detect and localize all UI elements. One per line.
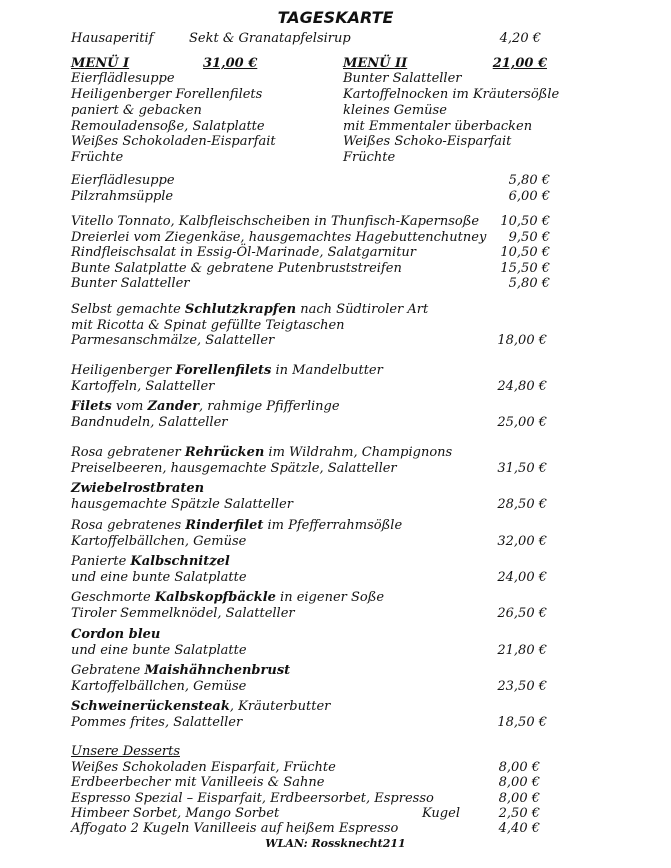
starter-item: Rindfleischsalat in Essig-Öl-Marinade, Salatgarnitur xyxy=(71,245,417,260)
menu-one-title: MENÜ I xyxy=(71,56,130,71)
dish-price: 31,50 € xyxy=(497,461,547,476)
dish-name: Rinderfilet xyxy=(185,518,264,533)
dessert-item: Weißes Schokoladen Eisparfait, Früchte xyxy=(71,760,336,775)
dessert-price: 8,00 € xyxy=(498,775,540,790)
menu-two-price: 21,00 € xyxy=(492,56,547,71)
soup-item: Eierflädlesuppe xyxy=(71,173,175,188)
dish-desc: Tiroler Semmelknödel, Salatteller xyxy=(71,606,295,621)
dish-name: Forellenfilets xyxy=(175,363,272,378)
dish-title: Schweinerückensteak, Kräuterbutter xyxy=(71,699,331,714)
dish-name: Kalbskopfbäckle xyxy=(154,590,276,605)
dish-price: 24,80 € xyxy=(497,379,547,394)
dish-desc: Bandnudeln, Salatteller xyxy=(71,415,228,430)
starter-price: 9,50 € xyxy=(508,230,550,245)
menu-one-line: Weißes Schokoladen-Eisparfait xyxy=(71,134,276,149)
menu-one-line: Heiligenberger Forellenfilets xyxy=(71,87,263,102)
dish-title: Panierte Kalbschnitzel xyxy=(71,554,230,569)
menu-two-line: Früchte xyxy=(343,150,396,165)
starter-item: Dreierlei vom Ziegenkäse, hausgemachtes Hagebuttenchutney xyxy=(71,230,487,245)
dish-price: 32,00 € xyxy=(497,534,547,549)
menu-two-line: mit Emmentaler überbacken xyxy=(343,119,533,134)
starter-item: Vitello Tonnato, Kalbfleischscheiben in Thunfisch-Kapernsoße xyxy=(71,214,480,229)
soup-price: 6,00 € xyxy=(508,189,550,204)
starter-item: Bunter Salatteller xyxy=(71,276,190,291)
dish-price: 25,00 € xyxy=(497,415,547,430)
dish-desc: Kartoffelbällchen, Gemüse xyxy=(71,534,247,549)
starter-price: 15,50 € xyxy=(500,261,550,276)
dish-title: Geschmorte Kalbskopfbäckle in eigener Soße xyxy=(71,590,385,605)
dish-desc: hausgemachte Spätzle Salatteller xyxy=(71,497,293,512)
aperitif-price: 4,20 € xyxy=(499,31,541,46)
starter-price: 5,80 € xyxy=(508,276,550,291)
dish-price: 21,80 € xyxy=(497,643,547,658)
dish-title: Rosa gebratener Rehrücken im Wildrahm, Champignons xyxy=(71,445,453,460)
aperitif-name: Hausaperitif xyxy=(71,31,154,46)
dish-desc: Preiselbeeren, hausgemachte Spätzle, Salatteller xyxy=(71,461,397,476)
dessert-price: 4,40 € xyxy=(498,821,540,836)
menu-two-line: Bunter Salatteller xyxy=(343,71,462,86)
dish-desc: Kartoffeln, Salatteller xyxy=(71,379,215,394)
dish-name: Kalbschnitzel xyxy=(130,554,230,569)
dessert-item: Erdbeerbecher mit Vanilleeis & Sahne xyxy=(71,775,325,790)
dish-title xyxy=(71,482,204,495)
menu-one-line: Eierflädlesuppe xyxy=(71,71,175,86)
dish-desc: und eine bunte Salatplatte xyxy=(71,570,247,585)
menu-one-price: 31,00 € xyxy=(203,56,258,71)
dessert-price: 8,00 € xyxy=(498,760,540,775)
menu-two-line: kleines Gemüse xyxy=(343,103,447,118)
dish-name: Schweinerückensteak xyxy=(71,699,230,714)
dish-desc: und eine bunte Salatplatte xyxy=(71,643,247,658)
menu-one-line: paniert & gebacken xyxy=(71,103,202,118)
dish-title xyxy=(71,628,160,641)
starter-price: 10,50 € xyxy=(500,214,550,229)
dessert-price: 8,00 € xyxy=(498,791,540,806)
dish-price: 24,00 € xyxy=(497,570,547,585)
dish-name: Maishähnchenbrust xyxy=(144,663,291,678)
dish-desc: Parmesanschmälze, Salatteller xyxy=(71,333,275,348)
dessert-item: Himbeer Sorbet, Mango Sorbet xyxy=(71,806,280,821)
dessert-unit: Kugel xyxy=(422,806,460,821)
desserts-heading: Unsere Desserts xyxy=(71,744,180,759)
soup-price: 5,80 € xyxy=(508,173,550,188)
page-title: TAGESKARTE xyxy=(277,8,394,27)
dish-price: 18,50 € xyxy=(497,715,547,730)
dish-price: 23,50 € xyxy=(497,679,547,694)
aperitif-desc: Sekt & Granatapfelsirup xyxy=(189,31,351,46)
dish-title: Rosa gebratenes Rinderfilet im Pfefferrahmsößle xyxy=(71,518,403,533)
dessert-price: 2,50 € xyxy=(498,806,540,821)
menu-one-line: Früchte xyxy=(71,150,124,165)
dish-desc: Kartoffelbällchen, Gemüse xyxy=(71,679,247,694)
dish-name: Zwiebelrostbraten xyxy=(71,481,205,496)
dish-name: Schlutzkrapfen xyxy=(184,302,297,317)
soup-item: Pilzrahmsüpple xyxy=(71,189,174,204)
dessert-item: Affogato 2 Kugeln Vanilleeis auf heißem Espresso xyxy=(71,821,399,836)
dish-name: Zander xyxy=(147,399,200,414)
dish-title: Filets vom Zander, rahmige Pfifferlinge xyxy=(71,399,340,414)
dish-title: Gebratene Maishähnchenbrust xyxy=(71,663,291,678)
dish-desc: Pommes frites, Salatteller xyxy=(71,715,243,730)
menu-two-line: Weißes Schoko-Eisparfait xyxy=(343,134,512,149)
dish-name: Rehrücken xyxy=(184,445,265,460)
dish-name: Filets xyxy=(71,399,112,414)
wifi-info: WLAN: Rossknecht211 xyxy=(265,837,406,850)
dish-desc: mit Ricotta & Spinat gefüllte Teigtaschen xyxy=(71,318,345,333)
dish-price: 18,00 € xyxy=(497,333,547,348)
menu-two-line: Kartoffelnocken im Kräutersößle xyxy=(343,87,560,102)
starter-item: Bunte Salatplatte & gebratene Putenbruststreifen xyxy=(71,261,402,276)
dish-price: 26,50 € xyxy=(497,606,547,621)
dish-name: Cordon bleu xyxy=(71,627,161,642)
dish-title: Selbst gemachte Schlutzkrapfen nach Südtiroler Art xyxy=(71,302,429,317)
starter-price: 10,50 € xyxy=(500,245,550,260)
dish-title: Heiligenberger Forellenfilets in Mandelbutter xyxy=(71,363,383,378)
menu-one-line: Remouladensoße, Salatplatte xyxy=(71,119,265,134)
menu-two-title: MENÜ II xyxy=(343,56,408,71)
dish-price: 28,50 € xyxy=(497,497,547,512)
dessert-item: Espresso Spezial – Eisparfait, Erdbeersorbet, Espresso xyxy=(71,791,434,806)
